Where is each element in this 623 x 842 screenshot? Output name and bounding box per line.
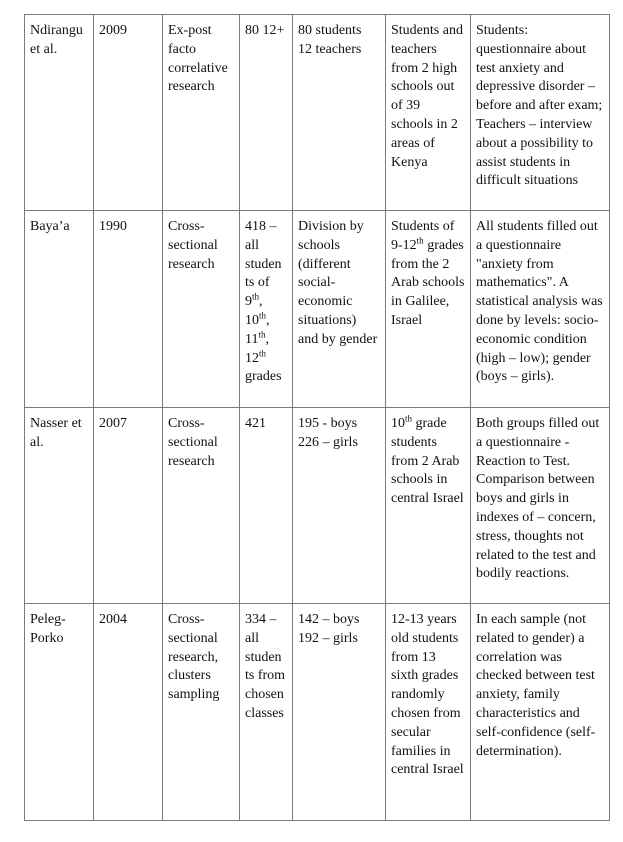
year-text: 2009: [99, 23, 127, 38]
grade-number: 12: [245, 350, 259, 366]
sample-size-line: ts from: [245, 668, 286, 684]
population-cell: [386, 15, 471, 211]
design-cell: [163, 211, 240, 408]
sample-size-line: chosen: [245, 687, 284, 703]
sample-size-line: ts of: [245, 275, 270, 291]
groups-text: Division by schools (different social-economic situations) and by gender: [298, 219, 378, 347]
table-row: [25, 211, 610, 408]
year-cell: [94, 211, 163, 408]
groups-line: 80 students: [298, 23, 362, 38]
groups-line: 142 – boys: [298, 612, 360, 627]
groups-line: 226 – girls: [298, 434, 358, 450]
population-cell: [386, 408, 471, 604]
grade-line: [245, 331, 287, 350]
year-text: 2004: [99, 612, 127, 627]
sample-size-cell: [240, 15, 293, 211]
population-cell: [386, 211, 471, 408]
procedure-cell: [471, 408, 610, 604]
sample-size-cell: [240, 408, 293, 604]
design-text: Cross-sectional research: [168, 219, 218, 272]
groups-line: 195 - boys: [298, 416, 358, 431]
sample-size-line: 334 –: [245, 612, 277, 627]
grade-line: [245, 312, 287, 331]
grade-suffix: th: [252, 291, 260, 302]
author-cell: [25, 604, 94, 821]
procedure-cell: [471, 604, 610, 821]
sample-size-line: studen: [245, 649, 282, 665]
sample-size-line: studen: [245, 256, 282, 272]
author-cell: [25, 211, 94, 408]
procedure-text: In each sample (not related to gender) a correlation was checked between test anxiety, family characteristics and self-confidence (self-determination).: [476, 612, 596, 759]
sample-size-text: 80 12+: [245, 23, 285, 38]
population-suffix: th: [416, 235, 424, 246]
groups-line: 192 – girls: [298, 630, 358, 646]
grade-punct: ,: [265, 331, 269, 347]
population-suffix: th: [405, 413, 413, 424]
grade-number: 11: [245, 331, 259, 347]
year-text: 1990: [99, 219, 127, 234]
year-text: 2007: [99, 416, 127, 431]
sample-size-line: all: [245, 237, 259, 253]
population-text-end: grade students from 2 Arab schools in central Israel: [391, 416, 464, 507]
grade-line: [245, 293, 287, 312]
sample-size-cell: [240, 604, 293, 821]
procedure-text: Both groups filled out a questionnaire - Reaction to Test. Comparison between boys and girls in indexes of – concern, stress, thoughts not related to the test and bodily reactions.: [476, 416, 600, 582]
sample-size-line: 418 –: [245, 219, 277, 234]
grade-number: 9: [245, 294, 252, 310]
procedure-cell: [471, 15, 610, 211]
author-text: Nasser et al.: [30, 416, 82, 450]
design-cell: [163, 408, 240, 604]
groups-cell: [293, 15, 386, 211]
population-text-end: grades from the 2 Arab schools in Galilee, Israel: [391, 237, 465, 328]
table-row: [25, 15, 610, 211]
grade-suffix: th: [258, 329, 266, 340]
year-cell: [94, 408, 163, 604]
procedure-line: Teachers – interview about a possibility to assist students in difficult situations: [476, 116, 594, 189]
sample-size-text: 421: [245, 416, 266, 431]
groups-cell: [293, 604, 386, 821]
groups-cell: [293, 211, 386, 408]
sample-size-line: classes: [245, 705, 284, 721]
population-text: Students and teachers from 2 high schools out of 39 schools in 2 areas of Kenya: [391, 23, 463, 170]
author-text: Peleg-Porko: [30, 612, 66, 646]
groups-cell: [293, 408, 386, 604]
groups-line: 12 teachers: [298, 41, 362, 57]
design-cell: [163, 15, 240, 211]
population-text: 12-13 years old students from 13 sixth grades randomly chosen from secular families in central Israel: [391, 612, 464, 778]
population-text-start: 10: [391, 416, 405, 431]
research-summary-table: [24, 14, 610, 821]
procedure-line: Students: questionnaire about test anxiety and depressive disorder – before and after exam;: [476, 23, 603, 114]
design-text: Cross-sectional research, clusters sampling: [168, 612, 220, 703]
population-cell: [386, 604, 471, 821]
year-cell: [94, 604, 163, 821]
design-text: Ex-post facto correlative research: [168, 23, 228, 95]
procedure-cell: [471, 211, 610, 408]
sample-size-line: grades: [245, 369, 282, 385]
grade-punct: ,: [259, 294, 263, 310]
population-text-start: Students of 9-12: [391, 219, 455, 253]
grade-suffix: th: [259, 347, 267, 358]
grade-suffix: th: [259, 310, 267, 321]
author-cell: [25, 15, 94, 211]
year-cell: [94, 15, 163, 211]
author-cell: [25, 408, 94, 604]
design-text: Cross-sectional research: [168, 416, 218, 469]
table-row: [25, 604, 610, 821]
author-text: Ndirangu et al.: [30, 23, 83, 57]
grade-punct: ,: [266, 312, 270, 328]
sample-size-line: all: [245, 630, 259, 646]
sample-size-cell: [240, 211, 293, 408]
author-text: Baya’a: [30, 219, 70, 234]
procedure-text: All students filled out a questionnaire "anxiety from mathematics". A statistical analysis was done by levels: socio-economic condition (high – low); gender (boys – girls).: [476, 219, 603, 385]
design-cell: [163, 604, 240, 821]
table-row: [25, 408, 610, 604]
grade-number: 10: [245, 312, 259, 328]
grade-line: [245, 347, 287, 369]
